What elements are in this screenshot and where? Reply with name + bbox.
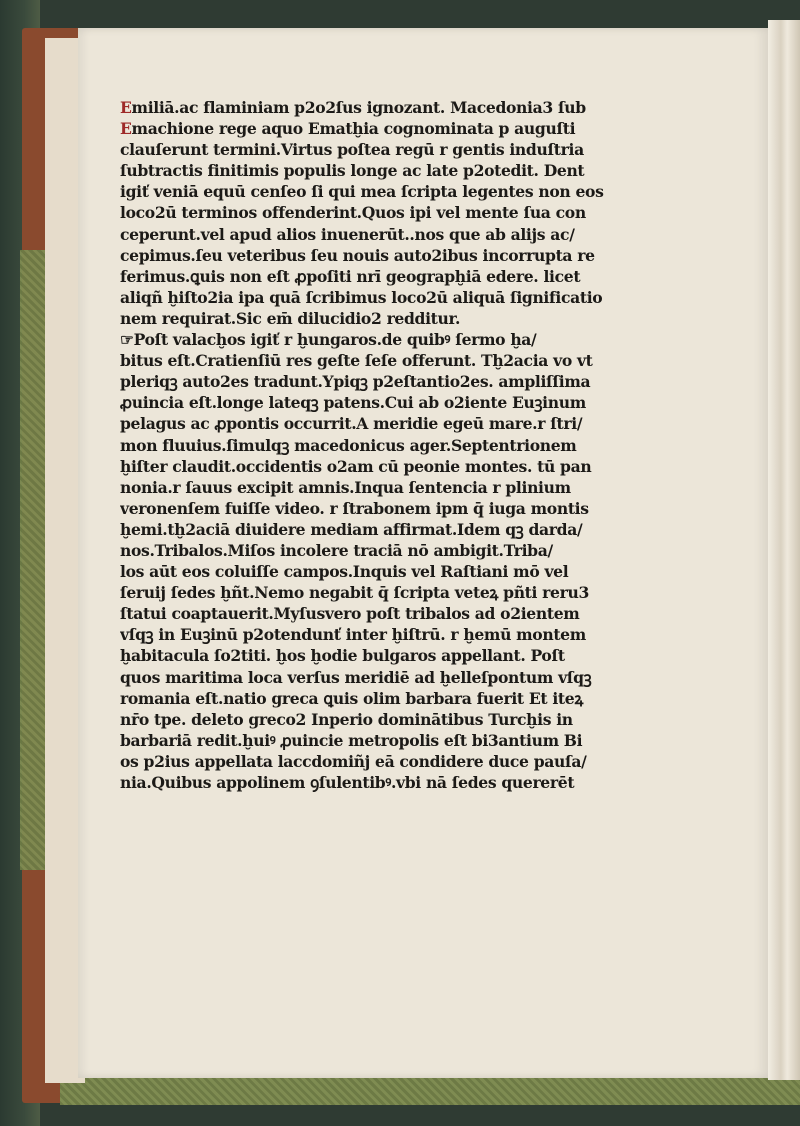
text-line	[120, 224, 720, 245]
text-line	[120, 350, 720, 371]
text-line	[120, 413, 720, 434]
text-line	[120, 730, 720, 751]
text-line	[120, 139, 720, 160]
line-text: ḫiſter claudit.occidentis o2am cū peonie montes. tū pan	[120, 456, 592, 476]
line-text: bitus eſt.Cratienſiū res geſte ſeſe offerunt. Tḫ2acia vo vt	[120, 351, 593, 371]
line-text: quos maritima loca verſus meridiē ad ḫelleſpontum vſqꝫ	[120, 667, 592, 687]
line-text: los aūt eos coluiſſe campos.Inquis vel Raſtiani mō vel	[120, 562, 569, 582]
text-line	[120, 181, 720, 202]
line-text: nem requirat.Sic em̄ dilucidio2 redditur.	[120, 308, 461, 328]
incunable-text-block	[120, 97, 720, 793]
line-text: nr̄o tpe. deleto greco2 Inperio dominātibus Turcḫis in	[120, 709, 573, 729]
line-text: barbariā redit.ḫuiꝰ ꝓuincie metropolis eſt bi3antium Bi	[120, 730, 583, 750]
line-text: loco2ū terminos offenderint.Quos ipi vel mente ſua con	[120, 203, 586, 223]
text-line	[120, 266, 720, 287]
page-edges-right	[768, 20, 800, 1080]
rubricated-initial: E	[120, 119, 132, 139]
text-line	[120, 371, 720, 392]
text-line	[120, 582, 720, 603]
line-text: ſtatui coaptauerit.Myſusvero poſt tribalos ad o2ientem	[120, 604, 580, 624]
text-line	[120, 688, 720, 709]
line-text: nos.Tribalos.Miſos incolere traciā nō ambigit.Triba/	[120, 540, 553, 560]
text-line	[120, 287, 720, 308]
line-text: machione rege aquo Ematḫia cognominata p auguſti	[131, 119, 576, 139]
line-text: clauſerunt termini.Virtus poſtea regū r gentis induſtria	[120, 140, 584, 160]
text-line	[120, 435, 720, 456]
line-text: ceperunt.vel apud alios inuenerūt..nos que ab alijs ac/	[120, 224, 575, 244]
line-text: aliqñ ḫiſto2ia ipa quā ſcribimus loco2ū aliquā ſignificatio	[120, 287, 603, 307]
text-line	[120, 118, 720, 139]
text-line	[120, 603, 720, 624]
line-text: ☞Poſt valacḫos igiť r ḫungaros.de quibꝰ ſermo ḫa/	[120, 330, 537, 350]
text-line	[120, 709, 720, 730]
text-line	[120, 245, 720, 266]
line-text: ꝓuincia eſt.longe lateqꝫ patens.Cui ab o2iente Euꝫinum	[120, 393, 586, 413]
line-text: nonia.r ſauus excipit amnis.Inqua ſentencia r plinium	[120, 477, 571, 497]
line-text: mon fluuius.ſimulqꝫ macedonicus ager.Septentrionem	[120, 435, 577, 455]
text-line	[120, 477, 720, 498]
line-text: romania eſt.natio greca ꝗuis olim barbara fuerit Et iteꝝ	[120, 688, 583, 708]
line-text: miliā.ac flaminiam p2o2ſus ignozant. Macedonia3 ſub	[131, 98, 586, 117]
text-line	[120, 97, 720, 118]
line-text: ſubtractis finitimis populis longe ac late p2otedit. Dent	[120, 161, 585, 181]
text-line	[120, 308, 720, 329]
text-line	[120, 645, 720, 666]
line-text: os p2ius appellata laccdomiñj eā condidere duce pauſa/	[120, 751, 587, 771]
line-text: vſqꝫ in Euꝫinū p2otendunť inter ḫiſtrū. r ḫemū montem	[120, 625, 586, 645]
text-line	[120, 772, 720, 793]
text-line	[120, 456, 720, 477]
line-text: pleriqꝫ auto2es tradunt.Ypiqꝫ p2eſtantio2es. ampliſſima	[120, 372, 591, 392]
line-text: veronenſem fuiſſe video. r ſtrabonem ipm q̄ iuga montis	[120, 498, 589, 518]
line-text: ḫemi.tḫ2aciā diuidere mediam affirmat.Idem qꝫ darda/	[120, 519, 583, 539]
line-text: pelagus ac ꝓpontis occurrit.A meridie egeū mare.r ſtri/	[120, 414, 583, 434]
line-text: ferimus.ꝗuis non eſt ꝓpoſiti nrī geograpḫiā edere. licet	[120, 266, 581, 286]
text-line	[120, 667, 720, 688]
text-line	[120, 540, 720, 561]
text-line	[120, 392, 720, 413]
cover-paper-bottom	[60, 1075, 800, 1105]
text-line	[120, 202, 720, 223]
line-text: ḫabitacula ſo2titi. ḫos ḫodie bulgaros appellant. Poſt	[120, 646, 565, 666]
line-text: ſeruij ſedes ḫñt.Nemo negabit q̄ ſcripta veteꝝ pñti reru3	[120, 583, 589, 603]
line-text: cepimus.ſeu veteribus ſeu nouis auto2ibus incorrupta re	[120, 245, 595, 265]
line-text: igiť veniā equū cenſeo ſi qui mea ſcripta legentes non eos	[120, 182, 604, 202]
rubricated-initial: E	[120, 98, 132, 117]
text-line	[120, 498, 720, 519]
text-line	[120, 561, 720, 582]
text-line	[120, 160, 720, 181]
text-line	[120, 751, 720, 772]
text-line	[120, 329, 720, 350]
line-text: nia.Quibus appolinem ꝯſulentibꝰ.vbi nā ſedes quererēt	[120, 773, 575, 792]
text-line	[120, 519, 720, 540]
text-line	[120, 624, 720, 645]
